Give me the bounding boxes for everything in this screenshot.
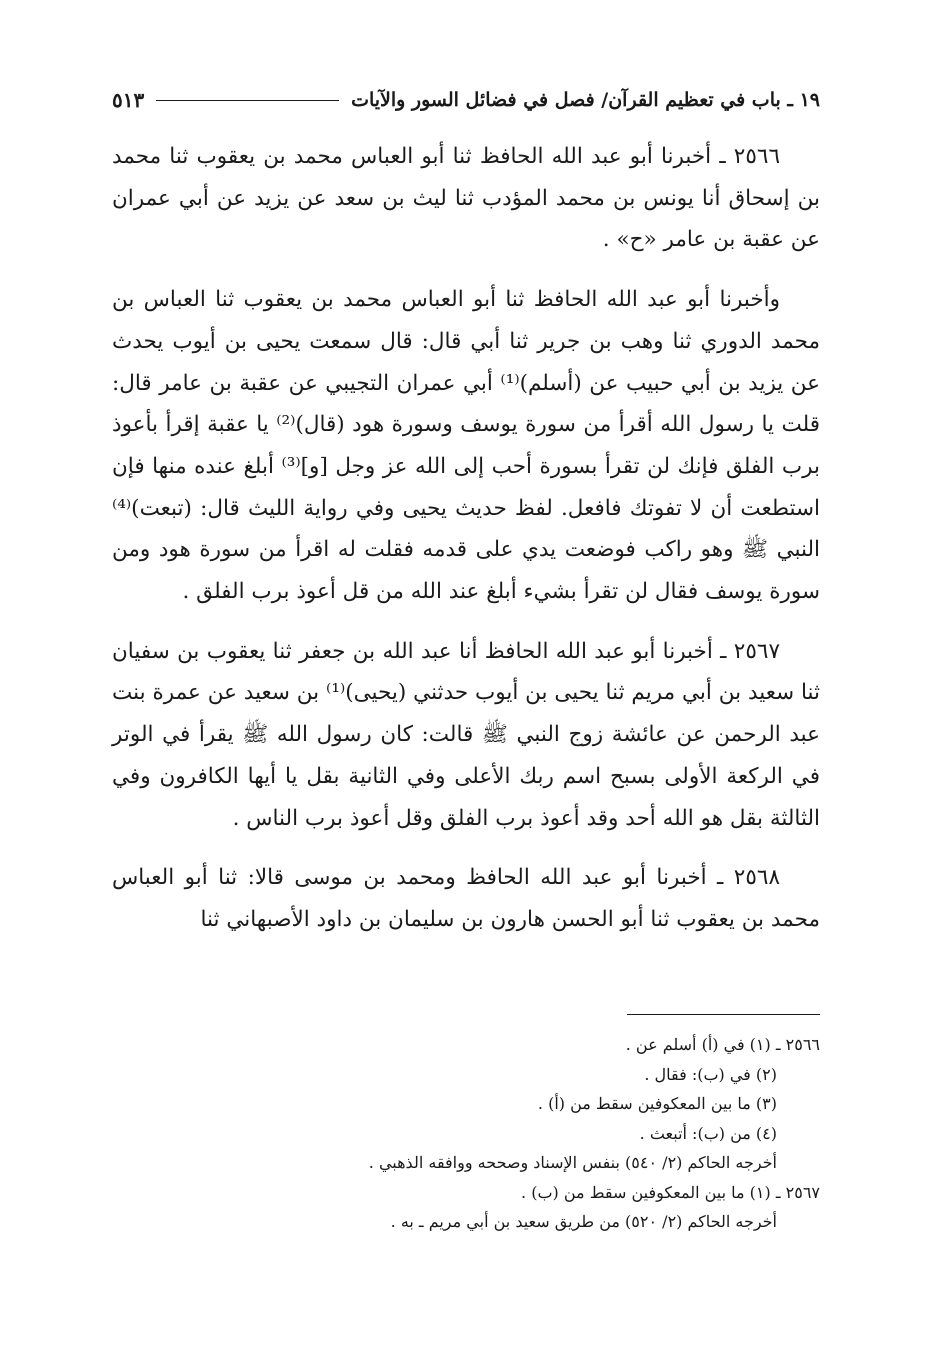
hadith-2566-paragraph: ٢٥٦٦ ـ أخبرنا أبو عبد الله الحافظ ثنا أبو العباس محمد بن يعقوب ثنا محمد بن إسحاق أنا يونس بن محمد المؤدب ثنا ليث بن سعد عن يزيد عن أبي عمران عن عقبة بن عامر «ح» . <box>112 144 820 253</box>
footnote-line: (٤) من (ب): أتبعث . <box>639 1123 777 1143</box>
footnote-line: (٣) ما بين المعكوفين سقط من (أ) . <box>537 1094 777 1113</box>
footnote-line: (٢) في (ب): فقال . <box>644 1064 777 1084</box>
footnote-line: أخرجه الحاكم (٢/ ٥٤٠) بنفس الإسناد وصححه ووافقه الذهبي . <box>368 1153 777 1172</box>
header-rule <box>156 100 339 101</box>
footnote-line: أخرجه الحاكم (٢/ ٥٢٠) من طريق سعيد بن أبي مريم ـ به . <box>390 1212 777 1231</box>
footnote-separator <box>627 1014 820 1015</box>
hadith-2568-paragraph: ٢٥٦٨ ـ أخبرنا أبو عبد الله الحافظ ومحمد بن موسى قالا: ثنا أبو العباس محمد بن يعقوب ثنا أبو الحسن هارون بن سليمان بن داود الأصبهاني ثنا <box>112 865 820 932</box>
footnote-line: ٢٥٦٧ ـ (١) ما بين المعكوفين سقط من (ب) . <box>521 1182 820 1202</box>
footnotes <box>112 1030 820 1237</box>
hadith-2566-second-chain-paragraph: وأخبرنا أبو عبد الله الحافظ ثنا أبو العباس محمد بن يعقوب ثنا العباس بن محمد الدوري ثنا وهب بن جرير ثنا أبي قال: قال سمعت يحيى بن أيوب يحدث عن يزيد بن أبي حبيب عن (أسلم)⁽¹⁾ أبي عمران التجيبي عن عقبة بن عامر قال: قلت يا رسول الله أقرأ من سورة يوسف وسورة هود (قال)⁽²⁾ يا عقبة إقرأ بأعوذ برب الفلق فإنك لن تقرأ بسورة أحب إلى الله عز وجل [و]⁽³⁾ أبلغ عنده منها فإن استطعت أن لا تفوتك فافعل. لفظ حديث يحيى وفي رواية الليث قال: (تبعت)⁽⁴⁾ النبي ﷺ وهو راكب فوضعت يدي على قدمه فقلت له اقرأ من سورة هود ومن سورة يوسف فقال لن تقرأ بشيء أبلغ عند الله من قل أعوذ برب الفلق . <box>112 287 820 605</box>
hadith-2567-paragraph: ٢٥٦٧ ـ أخبرنا أبو عبد الله الحافظ أنا عبد الله بن جعفر ثنا يعقوب بن سفيان ثنا سعيد بن أبي مريم ثنا يحيى بن أيوب حدثني (يحيى)⁽¹⁾ بن سعيد عن عمرة بنت عبد الرحمن عن عائشة زوج النبي ﷺ قالت: كان رسول الله ﷺ يقرأ في الوتر في الركعة الأولى بسبح اسم ربك الأعلى وفي الثانية بقل يا أيها الكافرون وفي الثالثة بقل هو الله أحد وقد أعوذ برب الفلق وقل أعوذ برب الناس . <box>112 638 820 831</box>
main-text <box>112 136 820 959</box>
running-header <box>112 82 820 118</box>
page-number: ٥١٣ <box>112 88 145 112</box>
footnote-line: ٢٥٦٦ ـ (١) في (أ) أسلم عن . <box>625 1035 820 1054</box>
chapter-title: ١٩ ـ باب في تعظيم القرآن/ فصل في فضائل السور والآيات <box>351 89 820 111</box>
